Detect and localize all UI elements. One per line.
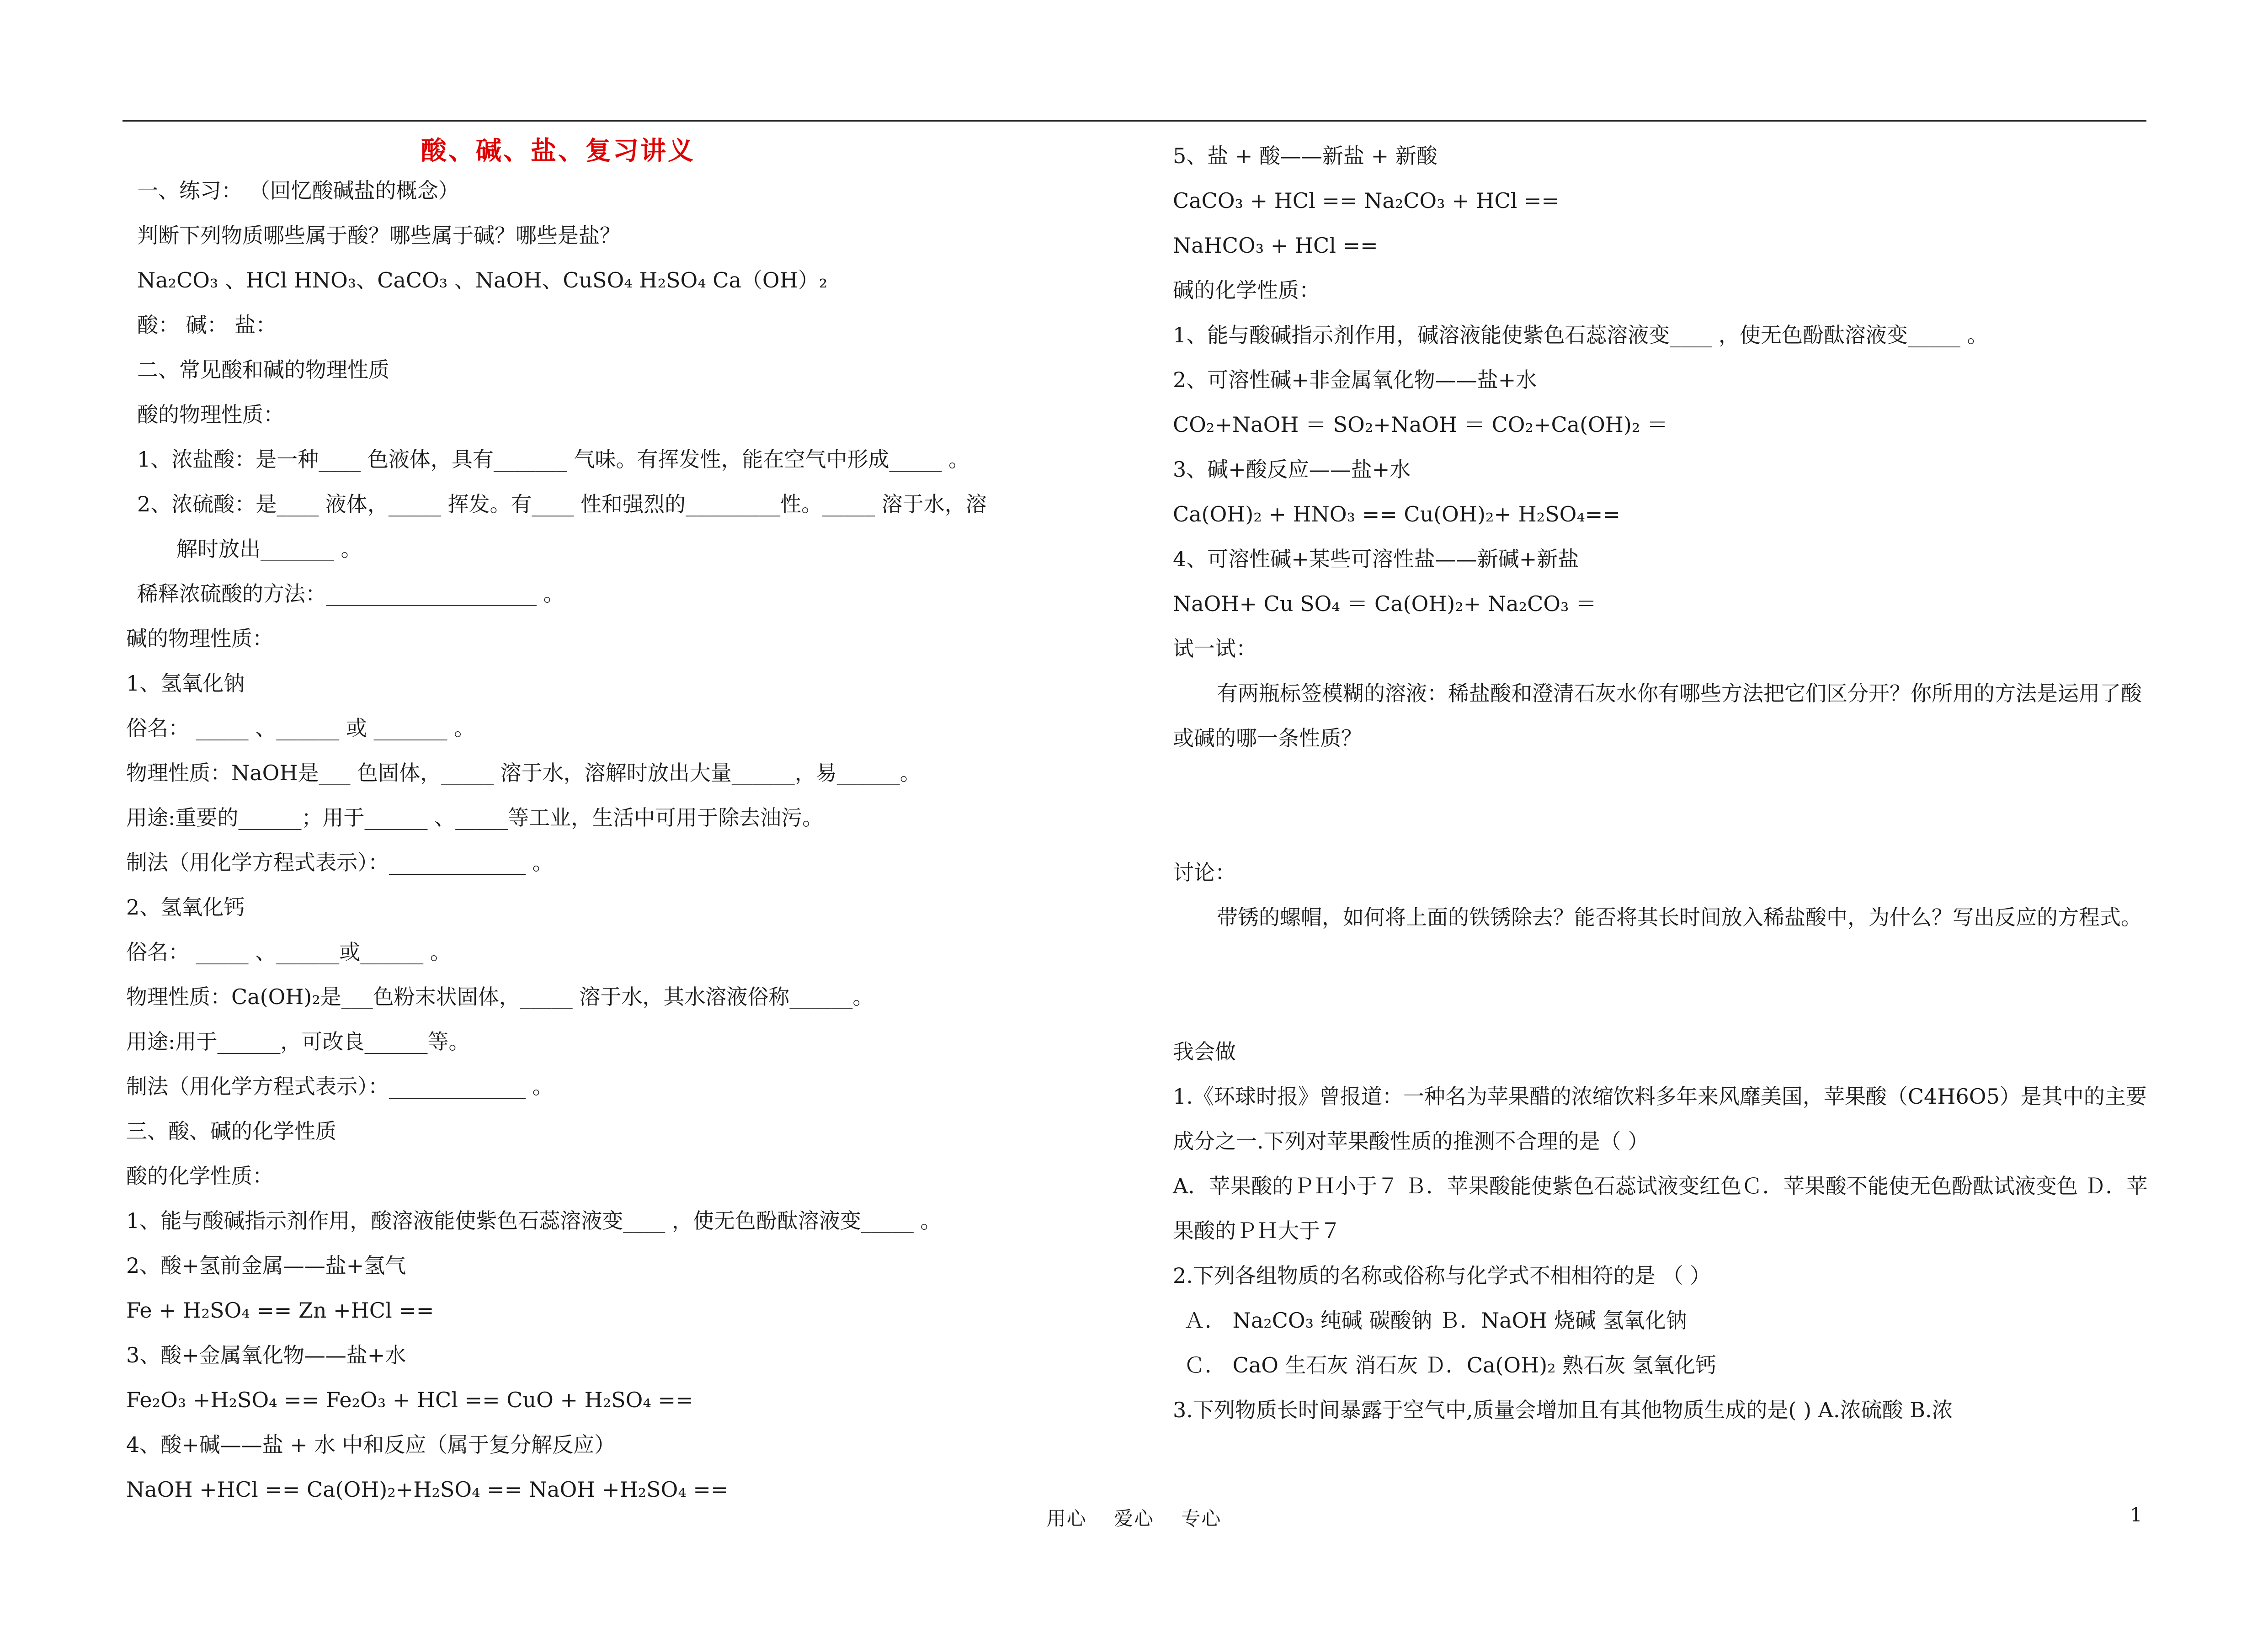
naoh-common-names: 俗名： _____ 、______ 或 _______ 。: [126, 716, 475, 740]
classification-blanks: 酸： 碱： 盐：: [137, 313, 277, 337]
section-three-heading: 三、酸、碱的化学性质: [126, 1119, 336, 1143]
exercise-question: 判断下列物质哪些属于酸？哪些属于碱？哪些是盐？: [137, 223, 621, 248]
naoh-heading: 1、氢氧化钠: [126, 671, 245, 696]
dilution-method: 稀释浓硫酸的方法：____________________ 。: [137, 581, 564, 606]
base-salt: 4、可溶性碱+某些可溶性盐——新碱+新盐: [1173, 547, 1579, 571]
section-two-heading: 二、常见酸和碱的物理性质: [137, 357, 389, 382]
acid-metal-oxide-equations: Fe₂O₃ +H₂SO₄ == Fe₂O₃ + HCl == CuO + H₂SO₄ ==: [126, 1388, 693, 1412]
exercise-heading: 一、练习： （回忆酸碱盐的概念）: [137, 178, 459, 203]
footer-word-1: 用心: [1046, 1507, 1087, 1530]
acid-chemical-heading: 酸的化学性质：: [126, 1164, 273, 1188]
acid-metal-oxide: 3、酸+金属氧化物——盐+水: [126, 1343, 406, 1367]
try-question: 有两瓶标签模糊的溶液：稀盐酸和澄清石灰水你有哪些方法把它们区分开？你所用的方法是运用了酸或碱的哪一条性质？: [1173, 681, 2142, 750]
acid-physical-heading: 酸的物理性质：: [137, 402, 284, 427]
right-column: [1173, 133, 2151, 1432]
question-2: 2.下列各组物质的名称或俗称与化学式不相相符的是 （ ）: [1173, 1263, 1711, 1288]
base-salt-equations: NaOH+ Cu SO₄ ＝ Ca(OH)₂+ Na₂CO₃ ＝: [1173, 591, 1597, 616]
question-3: 3.下列物质长时间暴露于空气中,质量会增加且有其他物质生成的是( ) A.浓硫酸 B.浓: [1173, 1398, 1953, 1422]
base-chemical-heading: 碱的化学性质：: [1173, 278, 1320, 303]
footer-word-3: 专心: [1181, 1507, 1222, 1530]
caoh2-heading: 2、氢氧化钙: [126, 895, 245, 920]
salt-acid: 5、盐 + 酸——新盐 + 新酸: [1173, 144, 1437, 168]
question-1: 1.《环球时报》曾报道：一种名为苹果醋的浓缩饮料多年来风靡美国，苹果酸（C4H6O5）是其中的主要成分之一.下列对苹果酸性质的推测不合理的是（ ）: [1173, 1084, 2147, 1154]
document-title: 酸、碱、盐、复习讲义: [421, 136, 695, 166]
try-heading: 试一试：: [1173, 636, 1257, 661]
page-footer: [0, 1504, 2268, 1531]
base-acid-equations: Ca(OH)₂ + HNO₃ == Cu(OH)₂+ H₂SO₄==: [1173, 502, 1620, 526]
naoh-uses: 用途:重要的______；用于______ 、_____等工业，生活中可用于除去油污。: [126, 805, 824, 830]
salt-acid-equations-1: CaCO₃ + HCl == Na₂CO₃ + HCl ==: [1173, 188, 1560, 213]
caoh2-uses: 用途:用于______，可改良______等。: [126, 1029, 470, 1054]
substance-list: Na₂CO₃ 、HCl HNO₃、CaCO₃ 、NaOH、CuSO₄ H₂SO₄ Ca（OH）₂: [137, 268, 828, 292]
acid-metal-equations: Fe + H₂SO₄ == Zn +HCl ==: [126, 1298, 434, 1323]
left-column: [126, 133, 1109, 1512]
naoh-physical: 物理性质：NaOH是___ 色固体，_____ 溶于水，溶解时放出大量______，易______。: [126, 760, 921, 785]
page-number: 1: [2130, 1504, 2142, 1526]
naoh-preparation: 制法（用化学方程式表示）：_____________ 。: [126, 850, 554, 875]
caoh2-common-names: 俗名： _____ 、______或______ 。: [126, 940, 451, 964]
discussion-heading: 讨论：: [1173, 860, 1236, 885]
base-nonmetal-oxide: 2、可溶性碱+非金属氧化物——盐+水: [1173, 367, 1537, 392]
question-2-options-cd: Ｃ． CaO 生石灰 消石灰 Ｄ．Ca(OH)₂ 熟石灰 氢氧化钙: [1184, 1353, 1716, 1377]
question-1-options: A．苹果酸的ＰＨ小于７ Ｂ．苹果酸能使紫色石蕊试液变红色Ｃ．苹果酸不能使无色酚酞试液变色 Ｄ．苹果酸的ＰＨ大于７: [1173, 1174, 2148, 1243]
conc-h2so4-line: 2、浓硫酸：是____ 液体，_____ 挥发。有____ 性和强烈的_________性。_____ 溶于水，溶: [137, 492, 987, 516]
footer-word-2: 爱心: [1113, 1507, 1154, 1530]
conc-h2so4-line-cont: 解时放出_______ 。: [176, 537, 362, 561]
caoh2-preparation: 制法（用化学方程式表示）：_____________ 。: [126, 1074, 554, 1099]
salt-acid-equations-2: NaHCO₃ + HCl ==: [1173, 233, 1378, 258]
discussion-question: 带锈的螺帽，如何将上面的铁锈除去？能否将其长时间放入稀盐酸中，为什么？写出反应的方程式。: [1217, 905, 2142, 930]
acid-indicator: 1、能与酸碱指示剂作用，酸溶液能使紫色石蕊溶液变____ ，使无色酚酞溶液变_____ 。: [126, 1208, 942, 1233]
caoh2-physical: 物理性质：Ca(OH)₂是___色粉末状固体，_____ 溶于水，其水溶液俗称______。: [126, 984, 874, 1009]
base-physical-heading: 碱的物理性质：: [126, 626, 273, 651]
i-can-heading: 我会做: [1173, 1039, 1236, 1064]
base-nonmetal-oxide-equations: CO₂+NaOH ＝ SO₂+NaOH ＝ CO₂+Ca(OH)₂ ＝: [1173, 412, 1668, 437]
acid-base: 4、酸+碱——盐 + 水 中和反应（属于复分解反应）: [126, 1432, 616, 1457]
question-2-options-ab: Ａ． Na₂CO₃ 纯碱 碳酸钠 Ｂ．NaOH 烧碱 氢氧化钠: [1184, 1308, 1687, 1333]
header-rule: [122, 120, 2146, 122]
conc-hcl-line: 1、浓盐酸：是一种____ 色液体，具有_______ 气味。有挥发性，能在空气中形成_____ 。: [137, 447, 970, 472]
base-indicator: 1、能与酸碱指示剂作用，碱溶液能使紫色石蕊溶液变____ ，使无色酚酞溶液变_____ 。: [1173, 323, 1988, 347]
acid-metal: 2、酸+氢前金属——盐+氢气: [126, 1253, 406, 1278]
base-acid: 3、碱+酸反应——盐+水: [1173, 457, 1411, 482]
acid-base-equations: NaOH +HCl == Ca(OH)₂+H₂SO₄ == NaOH +H₂SO₄ ==: [126, 1477, 729, 1502]
